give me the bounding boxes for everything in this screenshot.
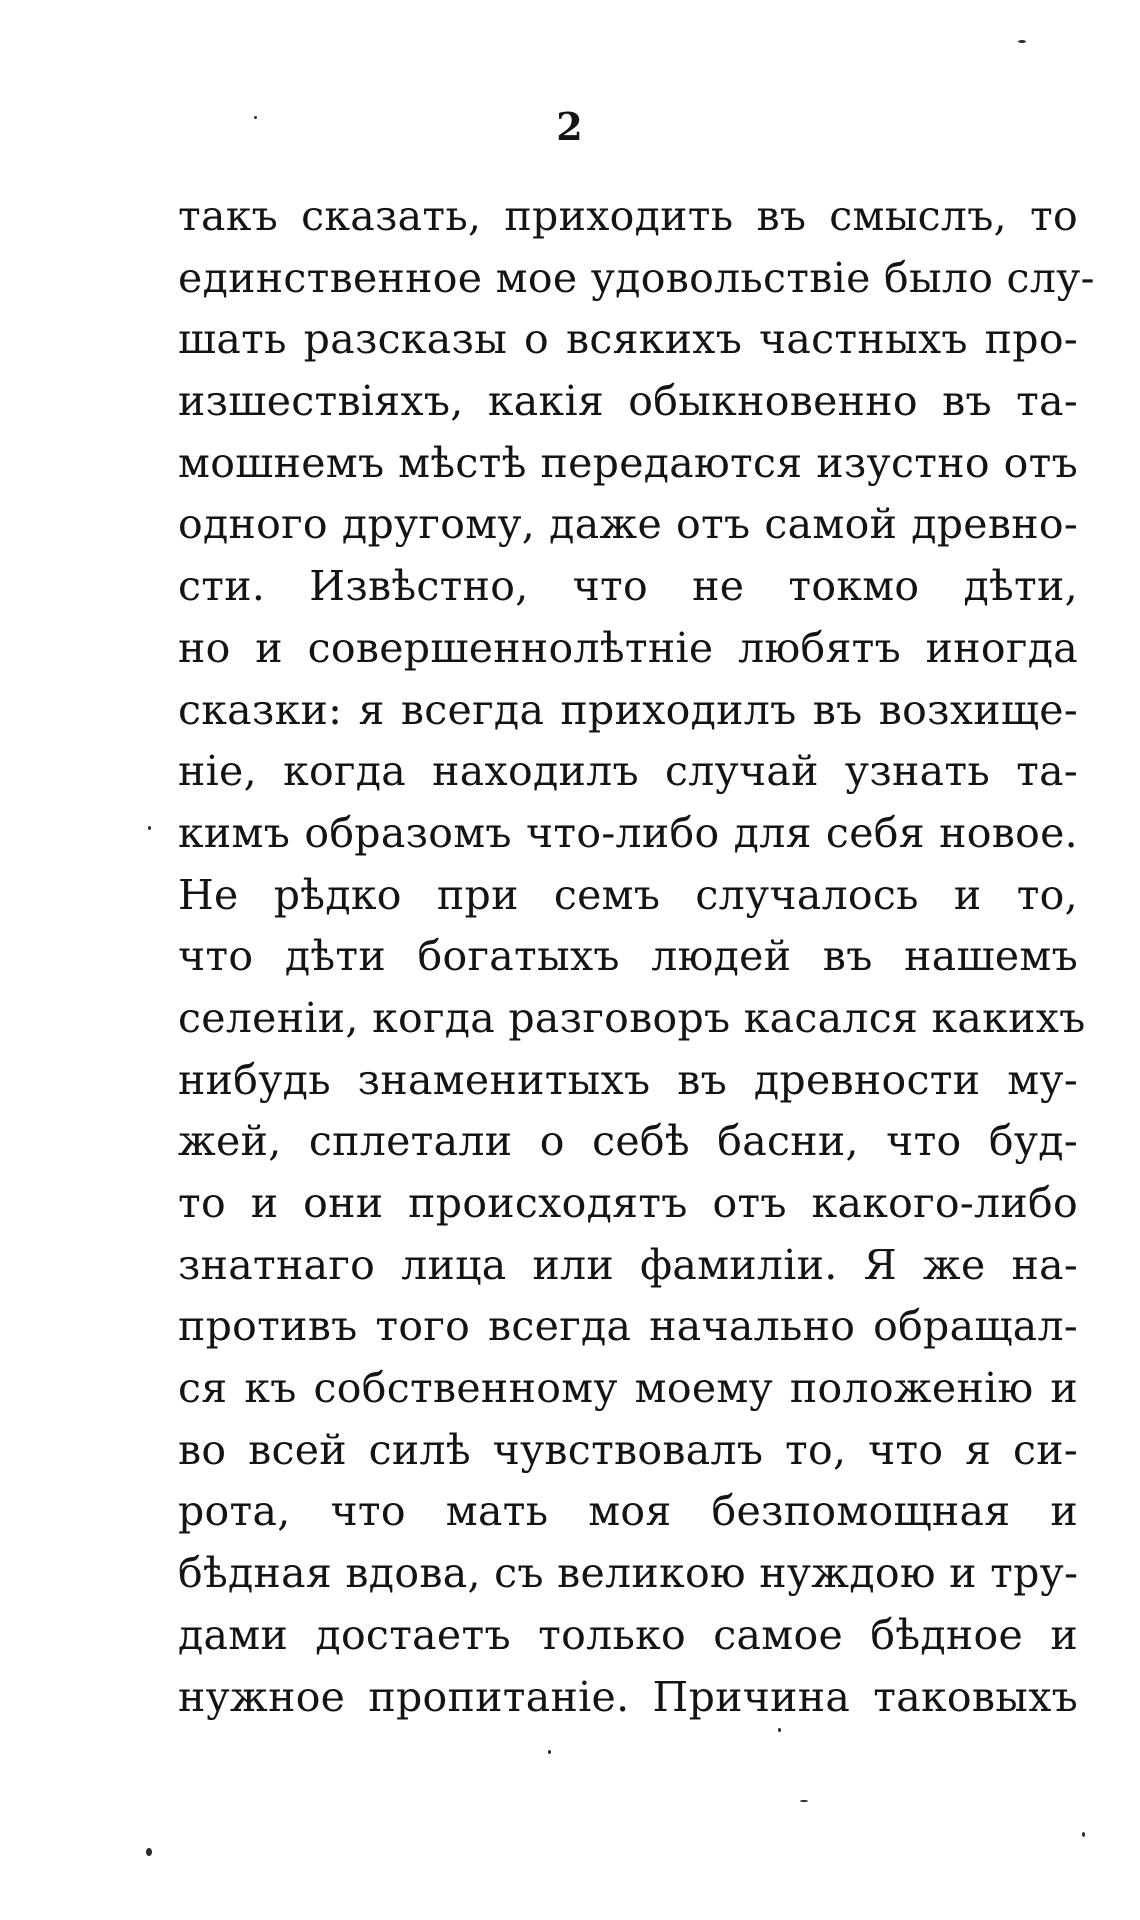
text-line: изшествіяхъ, какія обыкновенно въ та-: [178, 377, 1078, 426]
scan-speck: [148, 826, 151, 830]
text-line: то и они происходятъ отъ какого-либо: [178, 1179, 1078, 1227]
text-line: одного другому, даже отъ самой древно-: [178, 500, 1078, 549]
scan-speck: [1082, 1832, 1085, 1837]
page-number: 2: [556, 104, 584, 149]
text-line: такъ сказать, приходить въ смыслъ, то: [178, 192, 1078, 240]
text-line: что дѣти богатыхъ людей въ нашемъ: [178, 932, 1078, 981]
body-text: [178, 186, 1095, 1728]
text-line: Не рѣдко при семъ случалось и то,: [178, 870, 1078, 919]
text-line: шать разсказы о всякихъ частныхъ про-: [178, 315, 1078, 364]
text-line: противъ того всегда начально обращал-: [178, 1302, 1078, 1351]
text-line: но и совершеннолѣтніе любятъ иногда: [178, 623, 1078, 672]
scan-speck: [254, 116, 257, 119]
scan-speck: [548, 1750, 551, 1754]
scan-speck: [800, 1800, 808, 1802]
text-line: бѣдная вдова, съ великою нуждою и тру-: [178, 1549, 1079, 1598]
text-line: дами достаетъ только самое бѣдное и: [178, 1610, 1078, 1659]
scan-speck: [146, 1848, 152, 1856]
scan-speck: [1018, 40, 1026, 43]
text-line: нужное пропитаніе. Причина таковыхъ: [178, 1672, 1078, 1721]
text-line: селеніи, когда разговоръ касался какихъ: [178, 993, 1086, 1042]
text-line: мошнемъ мѣстѣ передаются изустно отъ: [178, 438, 1078, 487]
text-line: нибудь знаменитыхъ въ древности му-: [178, 1055, 1078, 1104]
text-line: сти. Извѣстно, что не токмо дѣти,: [178, 562, 1078, 611]
text-line: сказки: я всегда приходилъ въ возхище-: [178, 685, 1078, 734]
text-line: кимъ образомъ что-либо для себя новое.: [178, 808, 1078, 857]
text-line: во всей силѣ чувствовалъ то, что я си-: [178, 1425, 1078, 1474]
text-line: рота, что мать моя безпомощная и: [178, 1487, 1078, 1536]
scan-speck: [778, 1728, 781, 1732]
text-line: ся къ собственному моему положенію и: [178, 1364, 1078, 1413]
text-line: единственное мое удовольствіе было слу-: [178, 253, 1095, 302]
text-line: знатнаго лица или фамиліи. Я же на-: [178, 1240, 1078, 1289]
text-line: ніе, когда находилъ случай узнать та-: [178, 747, 1078, 796]
text-line: жей, сплетали о себѣ басни, что буд-: [178, 1117, 1078, 1166]
